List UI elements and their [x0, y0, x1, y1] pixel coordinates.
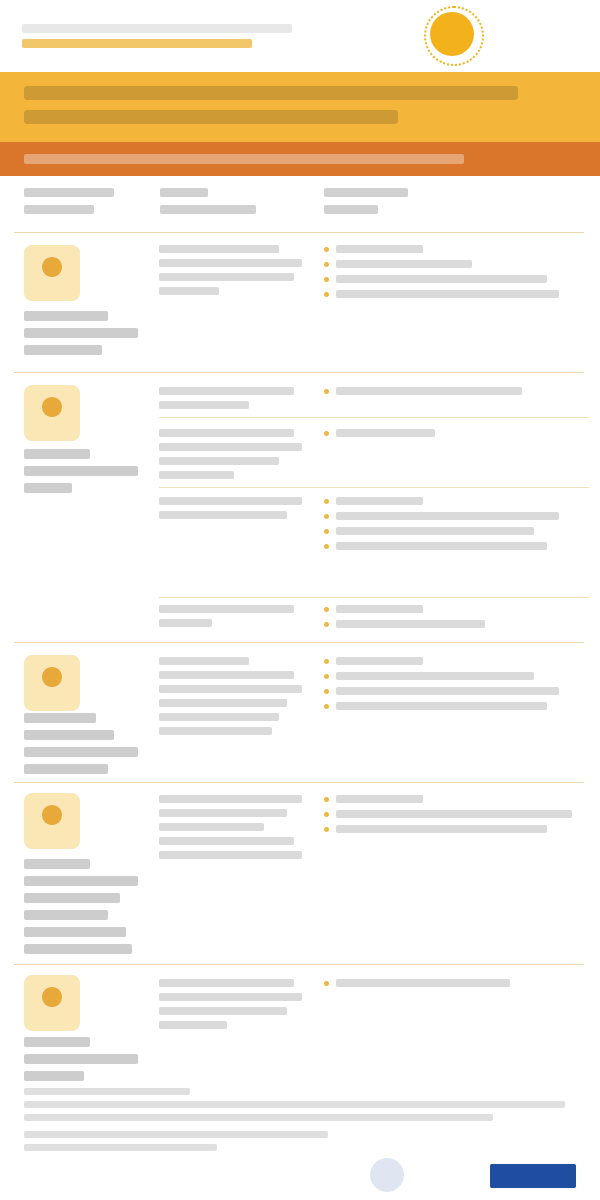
section-feeding-breaks	[14, 964, 584, 1085]
eu-logo	[490, 1164, 576, 1188]
partner-logos	[0, 1150, 600, 1200]
site-links	[22, 24, 292, 50]
section-working-conditions	[14, 372, 584, 641]
campaign-badge	[300, 12, 590, 62]
column-header-guarantees	[24, 188, 124, 228]
top-bar	[0, 0, 600, 70]
sun-icon	[430, 12, 474, 56]
feeding-icon	[24, 975, 80, 1031]
subtitle-banner	[0, 142, 600, 176]
column-header-meaning	[160, 188, 280, 228]
column-header-who	[324, 188, 444, 228]
section-vouchers	[14, 782, 584, 963]
vouchers-icon	[24, 793, 80, 849]
section-dismissal	[14, 642, 584, 781]
section-hiring	[14, 232, 584, 371]
dismissal-icon	[24, 655, 80, 711]
workplace-icon	[24, 385, 80, 441]
hiring-icon	[24, 245, 80, 301]
ilo-logo	[370, 1158, 404, 1192]
title-banner	[0, 72, 600, 142]
footnote	[24, 1088, 576, 1157]
